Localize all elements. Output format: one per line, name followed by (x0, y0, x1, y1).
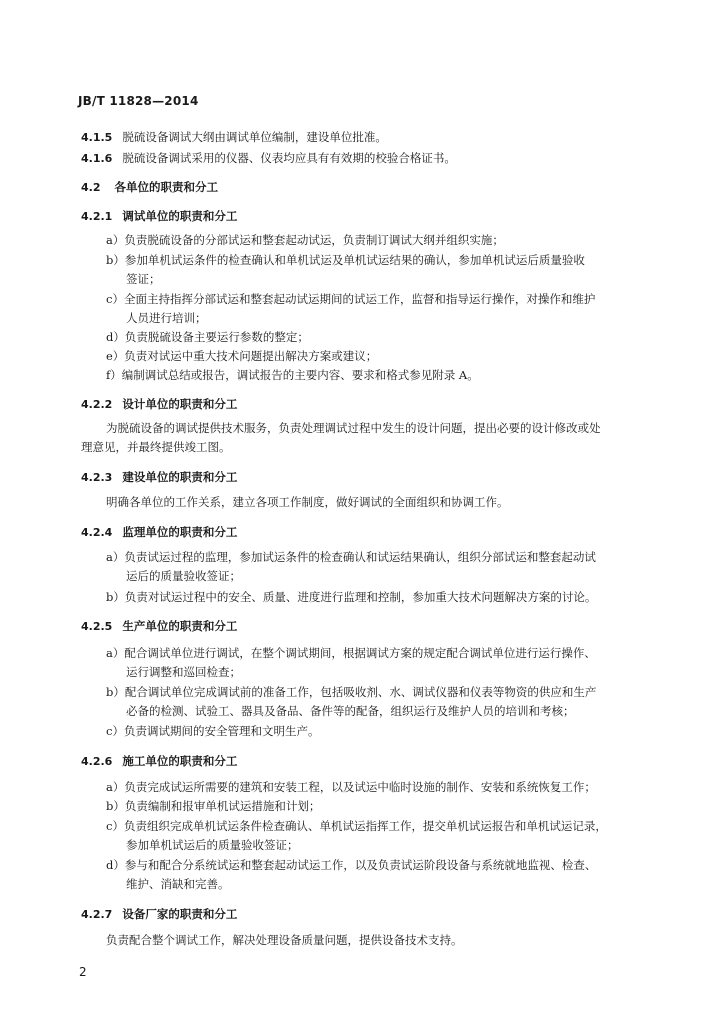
list-item-a: a）负责完成试运所需要的建筑和安装工程，以及试运中临时设施的制作、安装和系统恢复工作； (106, 780, 596, 794)
section-4-2-7-heading (81, 906, 237, 922)
paragraph-line: 理意见，并最终提供竣工图。 (81, 440, 231, 454)
section-number: 4.2.1 (81, 210, 113, 223)
clause-4-1-5 (81, 130, 387, 145)
list-item-a: a）负责试运过程的监理，参加试运条件的检查确认和试运结果确认，组织分部试运和整套起动试 (106, 550, 596, 564)
section-4-2-6-heading (81, 753, 237, 769)
section-4-2-heading (81, 179, 218, 195)
section-4-2-2-heading (81, 396, 237, 412)
section-4-2-1-heading (81, 208, 237, 224)
section-title: 调试单位的职责和分工 (122, 209, 238, 223)
clause-number: 4.1.5 (81, 131, 113, 144)
clause-4-1-6 (81, 151, 456, 166)
paragraph-line: 负责配合整个调试工作，解决处理设备质量问题，提供设备技术支持。 (106, 933, 463, 947)
section-title: 设计单位的职责和分工 (122, 397, 238, 411)
clause-number: 4.1.6 (81, 152, 113, 165)
list-item-d-cont: 维护、消缺和完善。 (126, 877, 230, 891)
section-title: 建设单位的职责和分工 (122, 470, 238, 484)
paragraph-line: 为脱硫设备的调试提供技术服务，负责处理调试过程中发生的设计问题，提出必要的设计修改或处 (106, 421, 601, 435)
section-number: 4.2.7 (81, 908, 113, 921)
list-item-a-cont: 运后的质量验收签证； (126, 569, 241, 583)
paragraph-line: 明确各单位的工作关系，建立各项工作制度，做好调试的全面组织和协调工作。 (106, 495, 509, 509)
section-4-2-5-heading (81, 618, 237, 634)
list-item-c-cont: 人员进行培训； (126, 311, 207, 325)
page-number: 2 (79, 965, 87, 979)
section-number: 4.2.2 (81, 398, 113, 411)
section-number: 4.2 (81, 181, 101, 194)
list-item-b: b）参加单机试运条件的检查确认和单机试运及单机试运结果的确认，参加单机试运后质量验收 (106, 253, 585, 267)
section-title: 生产单位的职责和分工 (122, 619, 238, 633)
list-item-a: a）负责脱硫设备的分部试运和整套起动试运，负责制订调试大纲并组织实施； (106, 233, 504, 247)
clause-text: 脱硫设备调试采用的仪器、仪表均应具有有效期的校验合格证书。 (122, 151, 456, 165)
list-item-c: c）负责调试期间的安全管理和文明生产。 (106, 724, 320, 738)
clause-text: 脱硫设备调试大纲由调试单位编制，建设单位批准。 (122, 130, 387, 144)
section-title: 施工单位的职责和分工 (122, 754, 238, 768)
list-item-b-cont: 必备的检测、试验工、器具及备品、备件等的配备，组织运行及维护人员的培训和考核； (126, 704, 575, 718)
list-item-d: d）参与和配合分系统试运和整套起动试运工作，以及负责试运阶段设备与系统就地监视、检查、 (106, 858, 597, 872)
list-item-c: c）负责组织完成单机试运条件检查确认、单机试运指挥工作，提交单机试运报告和单机试运记录， (106, 819, 607, 833)
list-item-b: b）配合调试单位完成调试前的准备工作，包括吸收剂、水、调试仪器和仪表等物资的供应和生产 (106, 685, 597, 699)
section-title: 各单位的职责和分工 (114, 180, 218, 194)
list-item-a-cont: 运行调整和巡回检查； (126, 665, 241, 679)
section-number: 4.2.3 (81, 471, 113, 484)
list-item-c-cont: 参加单机试运后的质量验收签证； (126, 838, 299, 852)
section-number: 4.2.4 (81, 526, 113, 539)
section-title: 监理单位的职责和分工 (122, 525, 238, 539)
standard-code-header: JB/T 11828—2014 (78, 94, 199, 108)
section-4-2-4-heading (81, 524, 237, 540)
section-title: 设备厂家的职责和分工 (122, 907, 238, 921)
list-item-b: b）负责编制和报审单机试运措施和计划； (106, 799, 321, 813)
list-item-f: f）编制调试总结或报告，调试报告的主要内容、要求和格式参见附录 A。 (106, 368, 479, 382)
list-item-b-cont: 签证； (126, 272, 161, 286)
list-item-e: e）负责对试运中重大技术问题提出解决方案或建议； (106, 349, 378, 363)
section-number: 4.2.6 (81, 755, 113, 768)
list-item-c: c）全面主持指挥分部试运和整套起动试运期间的试运工作，监督和指导运行操作，对操作和维护 (106, 292, 596, 306)
section-4-2-3-heading (81, 469, 237, 485)
list-item-b: b）负责对试运过程中的安全、质量、进度进行监理和控制，参加重大技术问题解决方案的讨论。 (106, 590, 597, 604)
list-item-a: a）配合调试单位进行调试，在整个调试期间，根据调试方案的规定配合调试单位进行运行操作、 (106, 646, 596, 660)
section-number: 4.2.5 (81, 620, 113, 633)
list-item-d: d）负责脱硫设备主要运行参数的整定； (106, 330, 309, 344)
